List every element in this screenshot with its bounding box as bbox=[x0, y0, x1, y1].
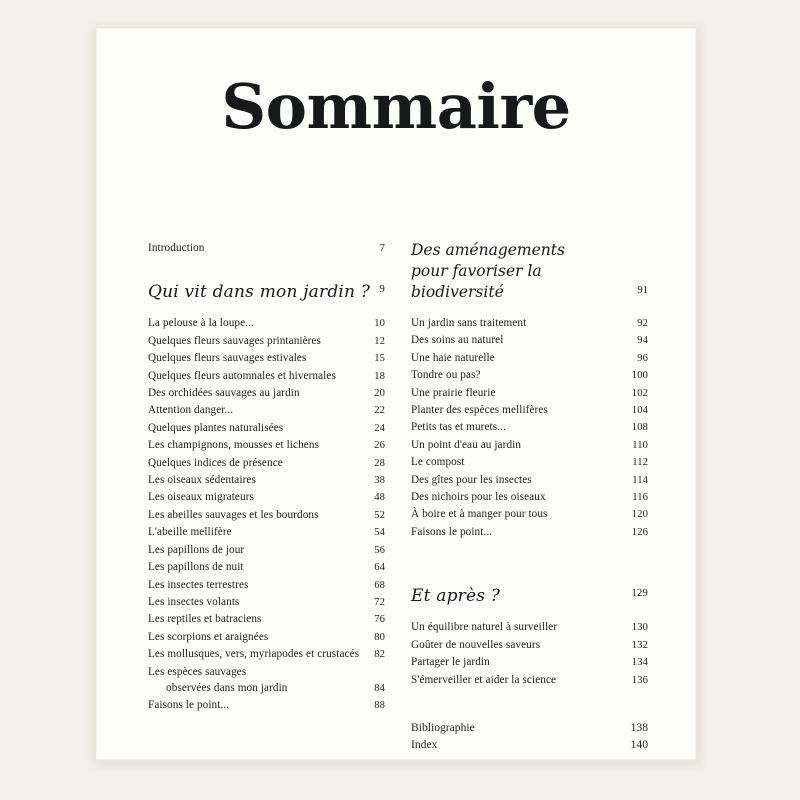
toc-row[interactable] bbox=[411, 672, 648, 689]
toc-row[interactable] bbox=[148, 577, 385, 594]
toc-row[interactable] bbox=[148, 472, 385, 489]
toc-entry-label: Des soins au naturel bbox=[411, 334, 504, 347]
toc-row[interactable] bbox=[148, 559, 385, 576]
toc-section-heading-line1: Des aménagements bbox=[411, 241, 565, 259]
toc-row[interactable] bbox=[411, 524, 648, 541]
toc-row[interactable] bbox=[411, 489, 648, 506]
toc-entry-page: 140 bbox=[630, 737, 648, 751]
toc-row[interactable] bbox=[148, 402, 385, 419]
toc-entry-page: 28 bbox=[374, 457, 385, 469]
toc-row[interactable] bbox=[148, 629, 385, 646]
toc-entry-page: 20 bbox=[374, 388, 385, 400]
book-page bbox=[96, 28, 696, 760]
toc-row[interactable] bbox=[411, 637, 648, 654]
toc-entry-page: 120 bbox=[631, 509, 648, 521]
toc-entry-page: 136 bbox=[631, 674, 648, 686]
toc-entry-label: Les reptiles et batraciens bbox=[148, 613, 262, 626]
toc-entry-page: 22 bbox=[374, 405, 385, 417]
toc-entry-label: Des orchidées sauvages au jardin bbox=[148, 387, 300, 400]
toc-entry-label: Petits tas et murets... bbox=[411, 421, 506, 434]
toc-row-faisons-le-point[interactable] bbox=[148, 697, 385, 714]
toc-entry-page: 10 bbox=[374, 318, 385, 330]
toc-entry-page: 104 bbox=[631, 405, 648, 417]
toc-row[interactable] bbox=[411, 472, 648, 489]
toc-row[interactable] bbox=[148, 368, 385, 385]
contents-columns bbox=[148, 240, 648, 753]
toc-entry-page: 26 bbox=[374, 440, 385, 452]
toc-row[interactable] bbox=[148, 507, 385, 524]
toc-entry-label: Des gîtes pour les insectes bbox=[411, 473, 532, 486]
toc-row[interactable] bbox=[148, 385, 385, 402]
toc-entry-label: La pelouse à la loupe... bbox=[148, 317, 254, 330]
toc-row[interactable] bbox=[411, 332, 648, 349]
toc-section-heading-et-apres[interactable] bbox=[411, 583, 648, 607]
toc-row[interactable] bbox=[148, 489, 385, 506]
toc-entry-label: Les insectes volants bbox=[148, 595, 240, 608]
toc-entry-page: 126 bbox=[631, 526, 648, 538]
toc-entry-page: 82 bbox=[374, 649, 385, 661]
toc-entry-label: Un équilibre naturel à surveiller bbox=[411, 621, 558, 634]
spacer bbox=[411, 541, 648, 561]
toc-section-heading-line2: pour favoriser la biodiversité bbox=[411, 262, 542, 301]
toc-entry-page: 54 bbox=[374, 527, 385, 539]
toc-entry-label: Les champignons, mousses et lichens bbox=[148, 439, 319, 452]
toc-entry-page: 116 bbox=[632, 492, 648, 504]
toc-entry-page: 102 bbox=[631, 387, 648, 399]
toc-entry-label: Les abeilles sauvages et les bourdons bbox=[148, 508, 319, 521]
toc-row[interactable] bbox=[411, 419, 648, 436]
toc-row[interactable] bbox=[411, 385, 648, 402]
toc-entry-label: Les insectes terrestres bbox=[148, 578, 249, 591]
toc-entry-label: Tondre ou pas? bbox=[411, 369, 481, 382]
toc-entry-label: Index bbox=[411, 737, 438, 751]
spacer bbox=[411, 689, 648, 719]
toc-entry-page: 76 bbox=[374, 614, 385, 626]
toc-entry-label: Bibliographie bbox=[411, 720, 475, 734]
toc-entry-label: Une haie naturelle bbox=[411, 351, 495, 364]
toc-row[interactable] bbox=[411, 315, 648, 332]
toc-section-heading-line2-row bbox=[411, 261, 648, 303]
toc-entry-page: 56 bbox=[374, 544, 385, 556]
toc-entry-page: 48 bbox=[374, 492, 385, 504]
toc-entry-page: 134 bbox=[631, 657, 648, 669]
toc-entry-label: Faisons le point... bbox=[411, 525, 493, 538]
toc-entry-label: Une prairie fleurie bbox=[411, 386, 496, 399]
toc-entry-label: Les papillons de jour bbox=[148, 543, 245, 556]
spacer bbox=[411, 303, 648, 315]
toc-row[interactable] bbox=[148, 594, 385, 611]
toc-entry-page: 72 bbox=[374, 596, 385, 608]
toc-row[interactable] bbox=[411, 506, 648, 523]
toc-row-wrapped-line1[interactable] bbox=[148, 664, 385, 680]
toc-section-heading-page: 129 bbox=[631, 588, 648, 600]
toc-entry-label: Attention danger... bbox=[148, 404, 234, 417]
toc-entry-page: 130 bbox=[631, 622, 648, 634]
toc-entry-label: Introduction bbox=[148, 242, 205, 254]
toc-entry-label: Partager le jardin bbox=[411, 656, 490, 669]
toc-row[interactable] bbox=[411, 367, 648, 384]
toc-entry-label: Un jardin sans traitement bbox=[411, 317, 527, 329]
toc-entry-label: Des nichoirs pour les oiseaux bbox=[411, 491, 546, 504]
toc-entry-page: 80 bbox=[374, 631, 385, 643]
page-title: Sommaire bbox=[221, 70, 571, 143]
toc-entry-label: Quelques indices de présence bbox=[148, 456, 283, 469]
toc-section-heading-page: 91 bbox=[637, 285, 648, 296]
contents-right-column bbox=[411, 240, 648, 753]
toc-entry-page: 96 bbox=[637, 352, 648, 364]
toc-entry-label: Les mollusques, vers, myriapodes et crustacés bbox=[148, 648, 360, 661]
toc-entry-page: 112 bbox=[632, 457, 648, 469]
toc-entry-label: Les scorpions et araignées bbox=[148, 630, 269, 643]
toc-row-wrapped-line2[interactable] bbox=[148, 680, 385, 697]
toc-entry-label: observées dans mon jardin bbox=[166, 681, 288, 694]
toc-entry-label: Les espèces sauvages bbox=[148, 665, 247, 678]
toc-entry-page: 94 bbox=[637, 335, 648, 347]
toc-row[interactable] bbox=[148, 350, 385, 367]
toc-row[interactable] bbox=[148, 437, 385, 454]
toc-entry-label: L'abeille mellifère bbox=[148, 526, 232, 539]
toc-entry-label: Goûter de nouvelles saveurs bbox=[411, 638, 541, 651]
toc-entry-label: S'émerveiller et aider la science bbox=[411, 673, 557, 686]
toc-entry-page: 114 bbox=[632, 474, 648, 486]
toc-entry-page: 138 bbox=[630, 720, 648, 734]
toc-row[interactable] bbox=[411, 437, 648, 454]
toc-entry-page: 84 bbox=[374, 682, 385, 694]
toc-entry-page: 68 bbox=[374, 579, 385, 591]
toc-entry-page: 108 bbox=[631, 422, 648, 434]
toc-entry-label: Un point d'eau au jardin bbox=[411, 438, 522, 451]
toc-entry-page: 18 bbox=[374, 370, 385, 382]
toc-entry-page: 92 bbox=[637, 318, 648, 329]
toc-entry-label: Quelques plantes naturalisées bbox=[148, 421, 284, 434]
toc-row-index[interactable] bbox=[411, 736, 648, 753]
toc-entry-page: 88 bbox=[374, 700, 385, 712]
toc-entry-label: À boire et à manger pour tous bbox=[411, 508, 548, 521]
toc-row[interactable] bbox=[411, 454, 648, 471]
toc-entry-page: 64 bbox=[374, 562, 385, 574]
toc-entry-label: Quelques fleurs automnales et hivernales bbox=[148, 369, 336, 382]
toc-row-bibliographie[interactable] bbox=[411, 719, 648, 736]
toc-row[interactable] bbox=[411, 402, 648, 419]
toc-entry-label: Le compost bbox=[411, 456, 465, 469]
toc-entry-label: Les papillons de nuit bbox=[148, 561, 244, 574]
toc-row[interactable] bbox=[148, 420, 385, 437]
contents-left-column bbox=[148, 240, 385, 753]
toc-entry-page: 12 bbox=[374, 335, 385, 347]
toc-row[interactable] bbox=[148, 542, 385, 559]
toc-row[interactable] bbox=[148, 315, 385, 332]
toc-entry-page: 7 bbox=[379, 243, 385, 254]
toc-entry-page: 38 bbox=[374, 475, 385, 487]
toc-row[interactable] bbox=[148, 646, 385, 663]
toc-row[interactable] bbox=[148, 611, 385, 628]
toc-entry-page: 100 bbox=[631, 370, 648, 382]
toc-row[interactable] bbox=[148, 333, 385, 350]
toc-row[interactable] bbox=[411, 350, 648, 367]
toc-section-heading-page: 9 bbox=[379, 284, 385, 296]
toc-section-heading-jardin[interactable] bbox=[148, 279, 385, 303]
toc-section-heading-amenagements[interactable] bbox=[411, 240, 648, 303]
toc-entry-label: Les oiseaux migrateurs bbox=[148, 491, 254, 504]
toc-entry-page: 15 bbox=[374, 353, 385, 365]
toc-row[interactable] bbox=[411, 619, 648, 636]
toc-entry-page: 52 bbox=[374, 509, 385, 521]
toc-entry-label: Quelques fleurs sauvages printanières bbox=[148, 334, 322, 347]
toc-entry-page: 24 bbox=[374, 422, 385, 434]
toc-entry-label: Planter des espèces mellifères bbox=[411, 404, 548, 417]
toc-entry-page: 132 bbox=[631, 639, 648, 651]
toc-row[interactable] bbox=[148, 455, 385, 472]
toc-entry-label: Faisons le point... bbox=[148, 699, 230, 712]
toc-entry-label: Quelques fleurs sauvages estivales bbox=[148, 352, 307, 365]
toc-section-heading-label: Et après ? bbox=[411, 586, 501, 607]
toc-row[interactable] bbox=[148, 524, 385, 541]
toc-section-heading-label: Qui vit dans mon jardin ? bbox=[148, 282, 371, 303]
toc-entry-label: Les oiseaux sédentaires bbox=[148, 474, 256, 487]
toc-entry-introduction[interactable] bbox=[148, 240, 385, 257]
toc-entry-page: 110 bbox=[632, 439, 648, 451]
toc-row[interactable] bbox=[411, 654, 648, 671]
